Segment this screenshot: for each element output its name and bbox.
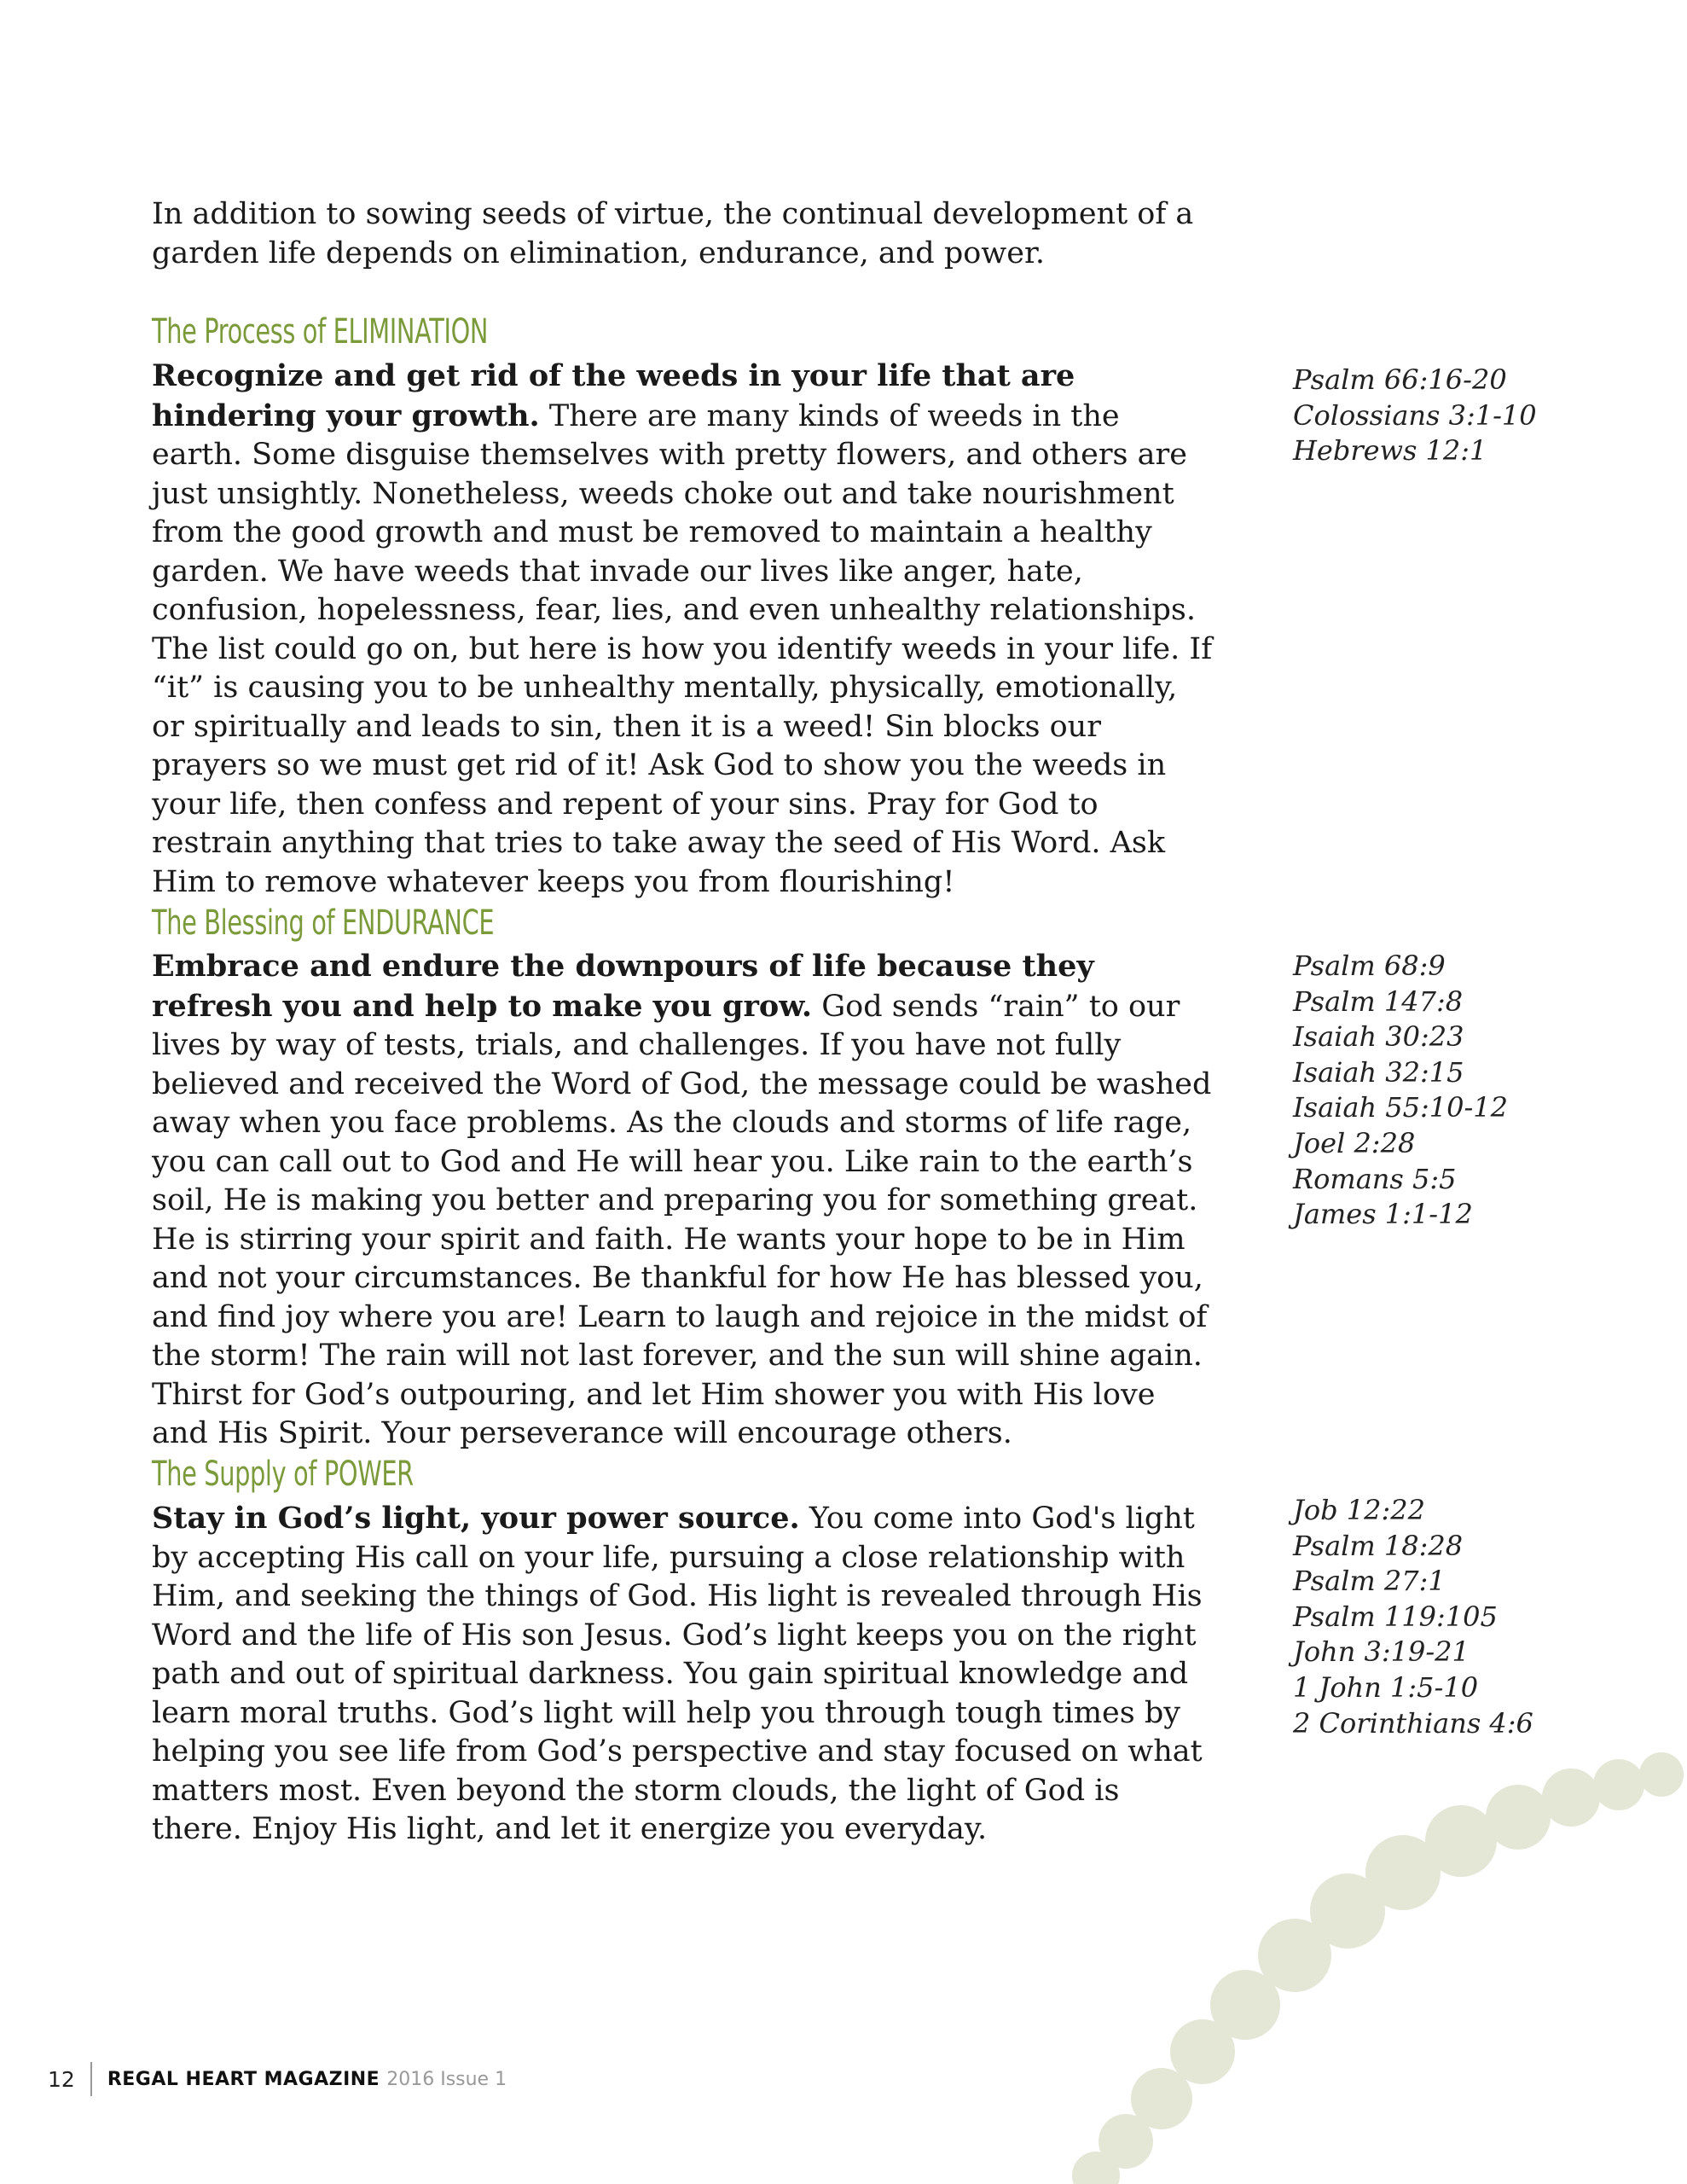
scripture-reference: Isaiah 30:23 [1293, 1020, 1464, 1054]
intro-paragraph: In addition to sowing seeds of virtue, the continual development of a garden life depends on elimination, endurance, and power. [152, 197, 1194, 270]
page-number: 12 [48, 2066, 75, 2092]
scripture-reference: Romans 5:5 [1293, 1162, 1457, 1195]
scripture-reference: Psalm 27:1 [1293, 1565, 1446, 1598]
scripture-reference: Psalm 119:105 [1293, 1600, 1498, 1633]
section-endurance-body [152, 947, 1214, 1454]
page-footer [48, 2060, 507, 2098]
scripture-reference: Psalm 18:28 [1293, 1529, 1464, 1562]
scripture-reference: Isaiah 55:10-12 [1293, 1091, 1508, 1124]
scripture-reference: Job 12:22 [1293, 1494, 1425, 1526]
power-text: You come into God's light by accepting His call on your life, pursuing a close relationship with Him, and seeking the things of God. His light is revealed through His Word and the life of His son Jesus. God’s light keeps you on the right path and out of spiritual darkness. You gain spiritual knowledge and learn moral truths. God’s light will help you through tough times by helping you see life from God’s perspective and stay focused on what matters most. Even beyond the storm clouds, the light of God is there. Enjoy His light, and let it energize you everyday. [152, 1502, 1203, 1846]
scripture-reference: 2 Corinthians 4:6 [1293, 1706, 1533, 1740]
scripture-reference: Psalm 147:8 [1293, 985, 1464, 1018]
magazine-title: REGAL HEART MAGAZINE [107, 2068, 380, 2090]
scripture-reference: Joel 2:28 [1293, 1126, 1416, 1159]
heading-power: The Supply of POWER [152, 1455, 414, 1494]
endurance-lead: Embrace and endure the downpours of life because they refresh you and help to make you grow. [152, 949, 1094, 1024]
section-elimination-body [152, 357, 1214, 902]
elimination-lead: Recognize and get rid of the weeds in your life that are hindering your growth. [152, 358, 1075, 433]
scripture-reference: Isaiah 32:15 [1293, 1055, 1464, 1089]
endurance-text: God sends “rain” to our lives by way of tests, trials, and challenges. If you have not fully believed and received the Word of God, the message could be washed away when you face problems. As the clouds and storms of life rage, you can call out to God and He will hear you. Like rain to the earth’s soil, He is making you better and preparing you for something great. He is stirring your spirit and faith. He wants your hope to be in Him and not your circumstances. Be thankful for how He has blessed you, and find joy where you are! Learn to laugh and rejoice in the midst of the storm! The rain will not last forever, and the sun will shine again. Thirst for God’s outpouring, and let Him shower you with His love and His Spirit. Your perseverance will encourage others. [152, 989, 1212, 1450]
footer-divider [90, 2062, 92, 2096]
scripture-reference: John 3:19-21 [1293, 1635, 1470, 1669]
scripture-reference: Psalm 66:16-20 [1293, 363, 1507, 396]
power-lead: Stay in God’s light, your power source. [152, 1501, 800, 1536]
power-scripture-references [1293, 1493, 1583, 1741]
heading-elimination: The Process of ELIMINATION [152, 312, 489, 351]
elimination-text: There are many kinds of weeds in the earth. Some disguise themselves with pretty flowers, and others are just unsightly. Nonetheless, weeds choke out and take nourishment from the good growth and must be removed to maintain a healthy garden. We have weeds that invade our lives like anger, hate, confusion, hopelessness, fear, lies, and even unhealthy relationships. The list could go on, but here is how you identify weeds in your life. If “it” is causing you to be unhealthy mentally, physically, emotionally, or spiritually and leads to sin, then it is a weed! Sin blocks our prayers so we must get rid of it! Ask God to show you the weeds in your life, then confess and repent of your sins. Pray for God to restrain anything that tries to take away the seed of His Word. Ask Him to remove whatever keeps you from flourishing! [152, 398, 1213, 899]
elimination-scripture-references [1293, 363, 1583, 469]
heading-endurance: The Blessing of ENDURANCE [152, 903, 495, 943]
scripture-reference: Hebrews 12:1 [1293, 434, 1487, 468]
scripture-reference: 1 John 1:5-10 [1293, 1670, 1479, 1704]
scripture-reference: Colossians 3:1-10 [1293, 398, 1537, 432]
section-power-body [152, 1499, 1214, 1850]
scripture-reference: Psalm 68:9 [1293, 950, 1446, 982]
endurance-scripture-references [1293, 949, 1583, 1233]
issue-label: 2016 Issue 1 [386, 2068, 507, 2090]
scripture-reference: James 1:1-12 [1293, 1198, 1473, 1231]
